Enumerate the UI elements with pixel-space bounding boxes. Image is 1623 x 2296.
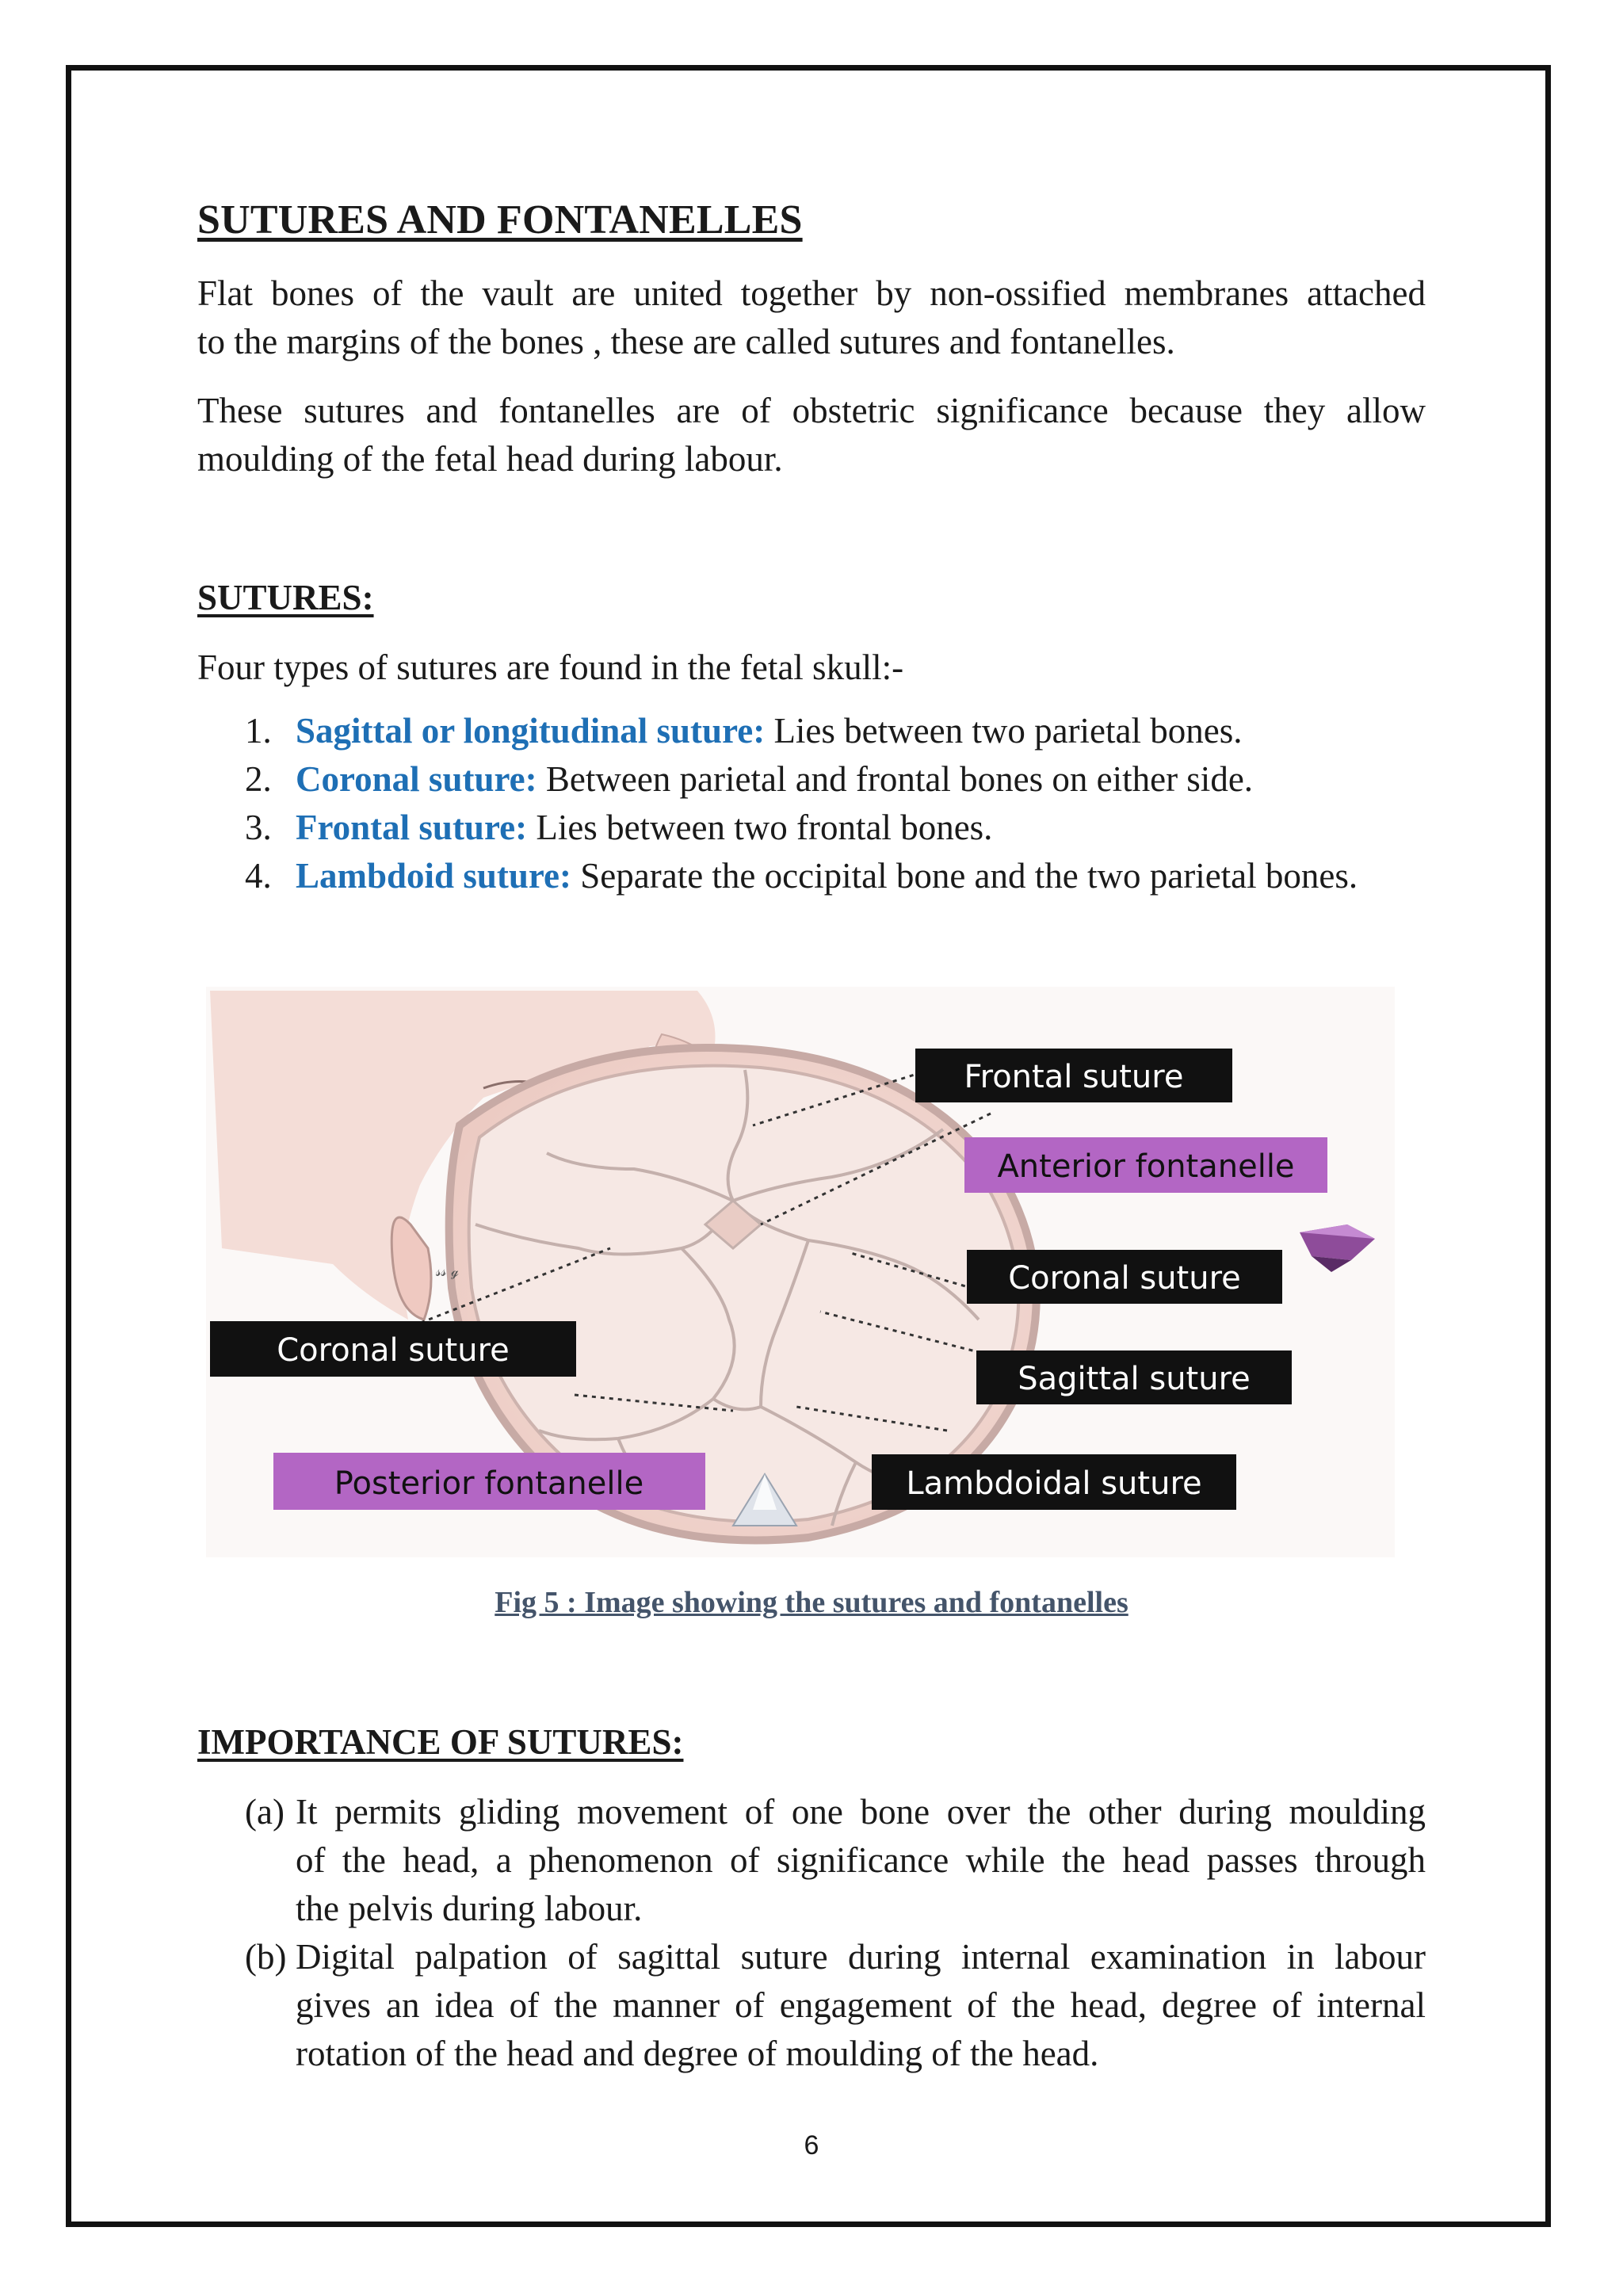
text-line: gives an idea of the manner of engagement of the head, degree of internal: [296, 1985, 1426, 2025]
suture-term: Sagittal or longitudinal suture:: [296, 711, 766, 751]
label-text: Posterior fontanelle: [334, 1465, 644, 1502]
label-text: Coronal suture: [277, 1332, 510, 1369]
intro-paragraph-2: [197, 387, 1426, 483]
signature-mark: 𝓈𝓈 ℊ: [436, 1263, 459, 1280]
label-text: Lambdoidal suture: [906, 1465, 1202, 1502]
label-text: Frontal suture: [964, 1059, 1184, 1095]
label-text: Sagittal suture: [1018, 1361, 1251, 1397]
label-sagittal-suture: [976, 1350, 1292, 1404]
figure-caption: Fig 5 : Image showing the sutures and fontanelles: [495, 1586, 1128, 1619]
intro-p1-line: to the margins of the bones , these are called sutures and fontanelles.: [197, 322, 1175, 361]
label-anterior-fontanelle: [964, 1137, 1327, 1193]
suture-description: Between parietal and frontal bones on either side.: [537, 759, 1254, 799]
list-marker: (a): [245, 1792, 285, 1832]
suture-description: Lies between two parietal bones.: [765, 711, 1243, 751]
suture-term: Frontal suture:: [296, 808, 528, 847]
suture-description: Separate the occipital bone and the two parietal bones.: [571, 856, 1358, 896]
page-number: 6: [804, 2130, 819, 2160]
sutures-list: [197, 707, 1358, 900]
text-line: Digital palpation of sagittal suture during internal examination in labour: [296, 1937, 1426, 1977]
intro-p1-line: Flat bones of the vault are united together by non-ossified membranes attached: [197, 273, 1426, 313]
list-number: 1.: [245, 711, 272, 751]
list-number: 4.: [245, 856, 272, 896]
list-item: [197, 1933, 1426, 2078]
label-posterior-fontanelle: [273, 1453, 705, 1510]
label-lambdoidal-suture: [872, 1454, 1236, 1510]
list-item: [197, 1788, 1426, 1933]
label-text: Coronal suture: [1008, 1260, 1241, 1297]
suture-description: Lies between two frontal bones.: [527, 808, 993, 847]
list-item: [197, 852, 1358, 900]
list-item-text: [296, 1933, 1426, 2078]
skull-diagram: [206, 987, 1395, 1557]
list-number: 3.: [245, 808, 272, 847]
text-line: of the head, a phenomenon of significance while the head passes through: [296, 1840, 1426, 1880]
label-coronal-suture-left: [210, 1321, 576, 1377]
intro-p2-line: moulding of the fetal head during labour.: [197, 439, 783, 479]
intro-paragraph-1: [197, 269, 1426, 366]
list-item: [197, 707, 1358, 755]
text-line: rotation of the head and degree of moulding of the head.: [296, 2034, 1099, 2073]
importance-list: [197, 1788, 1426, 2078]
list-item-text: [296, 1788, 1426, 1933]
sutures-lead: [197, 644, 1426, 692]
list-item: [197, 755, 1358, 804]
suture-term: Coronal suture:: [296, 759, 537, 799]
suture-term: Lambdoid suture:: [296, 856, 572, 896]
label-frontal-suture: [915, 1049, 1232, 1102]
label-coronal-suture-right: [967, 1250, 1282, 1304]
intro-p2-line: These sutures and fontanelles are of obstetric significance because they allow: [197, 391, 1426, 430]
text-line: the pelvis during labour.: [296, 1889, 643, 1928]
sutures-heading: SUTURES:: [197, 578, 374, 617]
text-line: It permits gliding movement of one bone over the other during moulding: [296, 1792, 1426, 1832]
sutures-lead-text: Four types of sutures are found in the fetal skull:-: [197, 648, 904, 687]
list-item: [197, 804, 1358, 852]
list-number: 2.: [245, 759, 272, 799]
label-text: Anterior fontanelle: [997, 1148, 1295, 1185]
list-marker: (b): [245, 1937, 287, 1977]
page-title: SUTURES AND FONTANELLES: [197, 197, 803, 243]
importance-heading: IMPORTANCE OF SUTURES:: [197, 1722, 684, 1762]
